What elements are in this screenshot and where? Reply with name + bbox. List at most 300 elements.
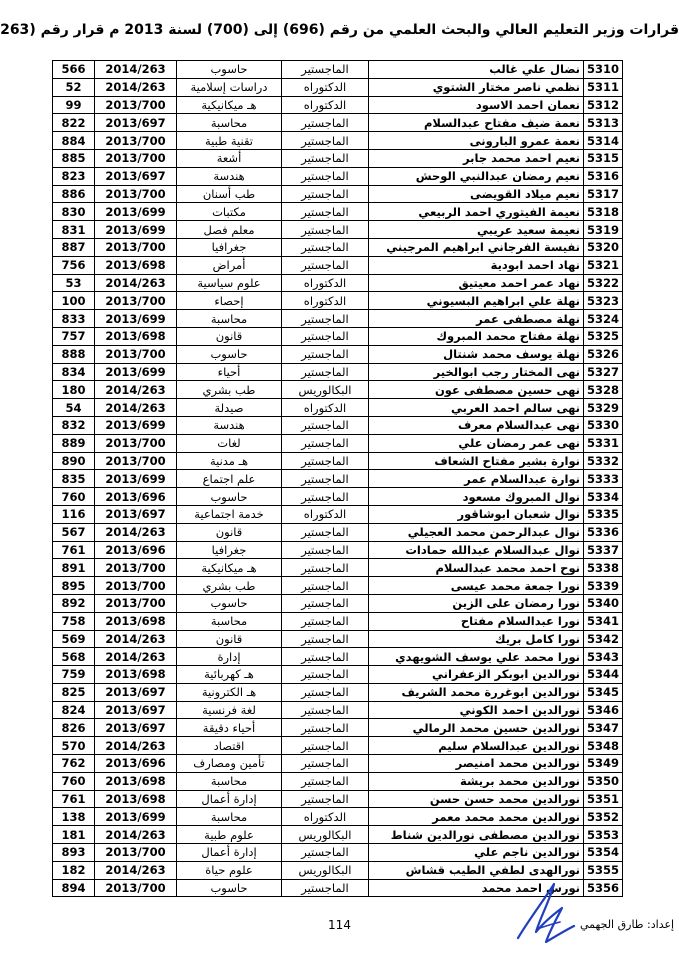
table-row	[53, 167, 623, 185]
serial-number-cell: 5315	[584, 149, 623, 167]
specialization-cell: جغرافيا	[177, 238, 282, 256]
registry-number-cell: 100	[53, 292, 95, 310]
decision-cell: 2013/700	[95, 559, 177, 577]
table-row	[53, 149, 623, 167]
degree-cell: الماجستير	[282, 648, 369, 666]
table-row	[53, 310, 623, 328]
specialization-cell: محاسبة	[177, 310, 282, 328]
table-row	[53, 345, 623, 363]
table-row	[53, 737, 623, 755]
name-cell: نورالدين ناجم علي	[369, 844, 584, 862]
table-row	[53, 701, 623, 719]
table-row	[53, 861, 623, 879]
table-row	[53, 541, 623, 559]
table-row	[53, 185, 623, 203]
degree-cell: الماجستير	[282, 452, 369, 470]
specialization-cell: علم اجتماع	[177, 470, 282, 488]
specialization-cell: حاسوب	[177, 594, 282, 612]
specialization-cell: أمراض	[177, 256, 282, 274]
table-row	[53, 594, 623, 612]
name-cell: نهى المختار رجب ابوالخير	[369, 363, 584, 381]
decision-cell: 2014/263	[95, 61, 177, 79]
decision-cell: 2013/700	[95, 577, 177, 595]
name-cell: نوارة بشير مفتاح الشعاف	[369, 452, 584, 470]
decision-cell: 2013/700	[95, 434, 177, 452]
decision-cell: 2013/698	[95, 256, 177, 274]
registry-number-cell: 833	[53, 310, 95, 328]
registry-number-cell: 886	[53, 185, 95, 203]
specialization-cell: مكتبات	[177, 203, 282, 221]
name-cell: نفيسة الفرجاني ابراهيم المرجيني	[369, 238, 584, 256]
table-row	[53, 844, 623, 862]
serial-number-cell: 5335	[584, 505, 623, 523]
degree-cell: الدكتوراه	[282, 292, 369, 310]
serial-number-cell: 5344	[584, 666, 623, 684]
name-cell: نورس احمد محمد	[369, 879, 584, 897]
specialization-cell: علوم سياسية	[177, 274, 282, 292]
degree-cell: الماجستير	[282, 238, 369, 256]
registry-number-cell: 52	[53, 78, 95, 96]
degree-cell: الدكتوراه	[282, 274, 369, 292]
table-row	[53, 666, 623, 684]
degree-cell: الماجستير	[282, 345, 369, 363]
serial-number-cell: 5312	[584, 96, 623, 114]
table-row	[53, 381, 623, 399]
degree-cell: الماجستير	[282, 185, 369, 203]
table-row	[53, 755, 623, 773]
graduates-table	[52, 60, 623, 897]
serial-number-cell: 5332	[584, 452, 623, 470]
table-row	[53, 470, 623, 488]
degree-cell: الدكتوراه	[282, 399, 369, 417]
serial-number-cell: 5313	[584, 114, 623, 132]
name-cell: نورالدين مصطفى نورالدين شناط	[369, 826, 584, 844]
decision-cell: 2014/263	[95, 630, 177, 648]
decision-cell: 2014/263	[95, 78, 177, 96]
specialization-cell: تأمين ومصارف	[177, 755, 282, 773]
serial-number-cell: 5314	[584, 132, 623, 150]
registry-number-cell: 116	[53, 505, 95, 523]
serial-number-cell: 5356	[584, 879, 623, 897]
degree-cell: الماجستير	[282, 683, 369, 701]
registry-number-cell: 893	[53, 844, 95, 862]
name-cell: نهلة مفتاح محمد المبروك	[369, 327, 584, 345]
degree-cell: الدكتوراه	[282, 505, 369, 523]
name-cell: نورالهدى لطفي الطيب قشاش	[369, 861, 584, 879]
registry-number-cell: 567	[53, 523, 95, 541]
registry-number-cell: 895	[53, 577, 95, 595]
serial-number-cell: 5337	[584, 541, 623, 559]
decision-cell: 2013/699	[95, 416, 177, 434]
page-number: 114	[328, 918, 351, 932]
decision-cell: 2013/697	[95, 114, 177, 132]
registry-number-cell: 570	[53, 737, 95, 755]
name-cell: نهى عمر رمضان علي	[369, 434, 584, 452]
table-row	[53, 772, 623, 790]
specialization-cell: محاسبة	[177, 114, 282, 132]
serial-number-cell: 5319	[584, 221, 623, 239]
serial-number-cell: 5317	[584, 185, 623, 203]
specialization-cell: تقنية طبية	[177, 132, 282, 150]
decision-cell: 2014/263	[95, 381, 177, 399]
specialization-cell: قانون	[177, 630, 282, 648]
decision-cell: 2013/696	[95, 755, 177, 773]
registry-number-cell: 894	[53, 879, 95, 897]
registry-number-cell: 761	[53, 790, 95, 808]
degree-cell: الدكتوراه	[282, 96, 369, 114]
specialization-cell: محاسبة	[177, 612, 282, 630]
name-cell: نورالدين عبدالسلام سليم	[369, 737, 584, 755]
decision-cell: 2013/699	[95, 203, 177, 221]
serial-number-cell: 5331	[584, 434, 623, 452]
specialization-cell: هـ ميكانيكية	[177, 559, 282, 577]
decision-cell: 2014/263	[95, 399, 177, 417]
registry-number-cell: 825	[53, 683, 95, 701]
specialization-cell: حاسوب	[177, 879, 282, 897]
degree-cell: الماجستير	[282, 790, 369, 808]
registry-number-cell: 138	[53, 808, 95, 826]
name-cell: نورا عبدالسلام مفتاح	[369, 612, 584, 630]
serial-number-cell: 5353	[584, 826, 623, 844]
specialization-cell: إدارة	[177, 648, 282, 666]
name-cell: نهى عبدالسلام معرف	[369, 416, 584, 434]
serial-number-cell: 5339	[584, 577, 623, 595]
degree-cell: الماجستير	[282, 132, 369, 150]
specialization-cell: علوم طبية	[177, 826, 282, 844]
specialization-cell: هـ كهربائية	[177, 666, 282, 684]
signature-mark	[510, 878, 580, 950]
decision-cell: 2013/699	[95, 363, 177, 381]
specialization-cell: طب بشري	[177, 577, 282, 595]
registry-number-cell: 54	[53, 399, 95, 417]
decision-cell: 2014/263	[95, 826, 177, 844]
registry-number-cell: 824	[53, 701, 95, 719]
degree-cell: الماجستير	[282, 203, 369, 221]
table-row	[53, 808, 623, 826]
decision-cell: 2014/263	[95, 737, 177, 755]
specialization-cell: هندسة	[177, 167, 282, 185]
name-cell: نورا محمد علي يوسف الشويهدي	[369, 648, 584, 666]
decision-cell: 2013/698	[95, 790, 177, 808]
specialization-cell: معلم فصل	[177, 221, 282, 239]
name-cell: نوارة عبدالسلام عمر	[369, 470, 584, 488]
degree-cell: الماجستير	[282, 844, 369, 862]
specialization-cell: حاسوب	[177, 488, 282, 506]
degree-cell: الماجستير	[282, 470, 369, 488]
serial-number-cell: 5325	[584, 327, 623, 345]
specialization-cell: قانون	[177, 523, 282, 541]
table-row	[53, 505, 623, 523]
specialization-cell: قانون	[177, 327, 282, 345]
registry-number-cell: 823	[53, 167, 95, 185]
table-row	[53, 78, 623, 96]
serial-number-cell: 5346	[584, 701, 623, 719]
specialization-cell: أشعة	[177, 149, 282, 167]
decision-cell: 2013/699	[95, 470, 177, 488]
table-row	[53, 826, 623, 844]
degree-cell: الماجستير	[282, 256, 369, 274]
specialization-cell: لغة فرنسية	[177, 701, 282, 719]
page-title: قرارات وزير التعليم العالي والبحث العلمي من رقم (696) إلى (700) لسنة 2013 م قرار رقم (263	[0, 22, 679, 38]
name-cell: نورالدين ابوبكر الزعفراني	[369, 666, 584, 684]
name-cell: نوال عبدالرحمن محمد العجيلي	[369, 523, 584, 541]
serial-number-cell: 5324	[584, 310, 623, 328]
table-row	[53, 488, 623, 506]
registry-number-cell: 757	[53, 327, 95, 345]
serial-number-cell: 5341	[584, 612, 623, 630]
name-cell: نوال عبدالسلام عبدالله حمادات	[369, 541, 584, 559]
specialization-cell: أحياء	[177, 363, 282, 381]
decision-cell: 2013/697	[95, 719, 177, 737]
degree-cell: الماجستير	[282, 559, 369, 577]
name-cell: نعيمة سعيد عريبي	[369, 221, 584, 239]
decision-cell: 2013/700	[95, 452, 177, 470]
serial-number-cell: 5347	[584, 719, 623, 737]
degree-cell: الماجستير	[282, 701, 369, 719]
serial-number-cell: 5310	[584, 61, 623, 79]
name-cell: نعمة عمرو البارونى	[369, 132, 584, 150]
registry-number-cell: 888	[53, 345, 95, 363]
registry-number-cell: 822	[53, 114, 95, 132]
prepared-by-label: إعداد: طارق الجهمي	[580, 918, 675, 931]
specialization-cell: إحصاء	[177, 292, 282, 310]
registry-number-cell: 756	[53, 256, 95, 274]
decision-cell: 2013/700	[95, 96, 177, 114]
table-row	[53, 96, 623, 114]
degree-cell: الماجستير	[282, 114, 369, 132]
table-row	[53, 719, 623, 737]
decision-cell: 2013/696	[95, 488, 177, 506]
name-cell: نهى سالم احمد العربي	[369, 399, 584, 417]
degree-cell: الماجستير	[282, 416, 369, 434]
registry-number-cell: 569	[53, 630, 95, 648]
decision-cell: 2013/696	[95, 541, 177, 559]
serial-number-cell: 5352	[584, 808, 623, 826]
name-cell: نهلة علي ابراهيم البسيوني	[369, 292, 584, 310]
serial-number-cell: 5349	[584, 755, 623, 773]
specialization-cell: لغات	[177, 434, 282, 452]
table-row	[53, 203, 623, 221]
table-row	[53, 648, 623, 666]
decision-cell: 2013/698	[95, 666, 177, 684]
registry-number-cell: 890	[53, 452, 95, 470]
registry-number-cell: 885	[53, 149, 95, 167]
registry-number-cell: 831	[53, 221, 95, 239]
registry-number-cell: 53	[53, 274, 95, 292]
serial-number-cell: 5329	[584, 399, 623, 417]
name-cell: نعيم احمد محمد جابر	[369, 149, 584, 167]
name-cell: نهى حسين مصطفى عون	[369, 381, 584, 399]
decision-cell: 2013/700	[95, 149, 177, 167]
decision-cell: 2014/263	[95, 861, 177, 879]
registry-number-cell: 180	[53, 381, 95, 399]
registry-number-cell: 884	[53, 132, 95, 150]
table-row	[53, 434, 623, 452]
specialization-cell: طب بشري	[177, 381, 282, 399]
decision-cell: 2013/700	[95, 345, 177, 363]
name-cell: نعيم رمضان عبدالنبي الوحش	[369, 167, 584, 185]
degree-cell: الماجستير	[282, 167, 369, 185]
registry-number-cell: 760	[53, 488, 95, 506]
serial-number-cell: 5316	[584, 167, 623, 185]
specialization-cell: حاسوب	[177, 61, 282, 79]
serial-number-cell: 5328	[584, 381, 623, 399]
degree-cell: الماجستير	[282, 541, 369, 559]
registry-number-cell: 830	[53, 203, 95, 221]
name-cell: نورا كامل بريك	[369, 630, 584, 648]
registry-number-cell: 889	[53, 434, 95, 452]
registry-number-cell: 99	[53, 96, 95, 114]
name-cell: نورالدين محمد حسن حسن	[369, 790, 584, 808]
name-cell: نورالدين احمد الكوني	[369, 701, 584, 719]
registry-number-cell: 892	[53, 594, 95, 612]
name-cell: نعمة ضيف مفتاح عبدالسلام	[369, 114, 584, 132]
specialization-cell: حاسوب	[177, 345, 282, 363]
degree-cell: البكالوريس	[282, 381, 369, 399]
table-row	[53, 452, 623, 470]
specialization-cell: علوم حياة	[177, 861, 282, 879]
table-row	[53, 238, 623, 256]
decision-cell: 2014/263	[95, 523, 177, 541]
degree-cell: الماجستير	[282, 149, 369, 167]
serial-number-cell: 5323	[584, 292, 623, 310]
name-cell: نعيم ميلاد القويضى	[369, 185, 584, 203]
decision-cell: 2013/700	[95, 238, 177, 256]
specialization-cell: إدارة أعمال	[177, 790, 282, 808]
serial-number-cell: 5355	[584, 861, 623, 879]
decision-cell: 2013/700	[95, 844, 177, 862]
specialization-cell: طب أسنان	[177, 185, 282, 203]
specialization-cell: خدمة اجتماعية	[177, 505, 282, 523]
specialization-cell: دراسات إسلامية	[177, 78, 282, 96]
specialization-cell: هـ الكترونية	[177, 683, 282, 701]
serial-number-cell: 5340	[584, 594, 623, 612]
name-cell: نهاد احمد ابودية	[369, 256, 584, 274]
name-cell: نوح احمد محمد عبدالسلام	[369, 559, 584, 577]
specialization-cell: محاسبة	[177, 808, 282, 826]
serial-number-cell: 5336	[584, 523, 623, 541]
name-cell: نورالدين محمد بريشة	[369, 772, 584, 790]
degree-cell: الماجستير	[282, 310, 369, 328]
registry-number-cell: 835	[53, 470, 95, 488]
specialization-cell: صيدلة	[177, 399, 282, 417]
serial-number-cell: 5326	[584, 345, 623, 363]
registry-number-cell: 826	[53, 719, 95, 737]
table-row	[53, 630, 623, 648]
name-cell: نورا جمعة محمد عيسى	[369, 577, 584, 595]
name-cell: نظمي ناصر مختار الشتوي	[369, 78, 584, 96]
decision-cell: 2013/698	[95, 612, 177, 630]
registry-number-cell: 891	[53, 559, 95, 577]
degree-cell: الماجستير	[282, 434, 369, 452]
decision-cell: 2014/263	[95, 274, 177, 292]
serial-number-cell: 5327	[584, 363, 623, 381]
decision-cell: 2013/698	[95, 327, 177, 345]
table-row	[53, 790, 623, 808]
name-cell: نورالدين محمد محمد معمر	[369, 808, 584, 826]
registry-number-cell: 761	[53, 541, 95, 559]
specialization-cell: هندسة	[177, 416, 282, 434]
degree-cell: الدكتوراه	[282, 808, 369, 826]
table-row	[53, 523, 623, 541]
name-cell: نورا رمضان على الزين	[369, 594, 584, 612]
table-body	[53, 61, 623, 897]
table-row	[53, 559, 623, 577]
registry-number-cell: 834	[53, 363, 95, 381]
table-row	[53, 577, 623, 595]
specialization-cell: هـ مدنية	[177, 452, 282, 470]
specialization-cell: هـ ميكانيكية	[177, 96, 282, 114]
serial-number-cell: 5321	[584, 256, 623, 274]
serial-number-cell: 5342	[584, 630, 623, 648]
registry-number-cell: 762	[53, 755, 95, 773]
name-cell: نوال شعبان ابوشاقور	[369, 505, 584, 523]
specialization-cell: محاسبة	[177, 772, 282, 790]
degree-cell: الماجستير	[282, 879, 369, 897]
registry-number-cell: 758	[53, 612, 95, 630]
registry-number-cell: 182	[53, 861, 95, 879]
table-row	[53, 612, 623, 630]
degree-cell: الماجستير	[282, 772, 369, 790]
decision-cell: 2013/699	[95, 808, 177, 826]
serial-number-cell: 5343	[584, 648, 623, 666]
name-cell: نعمان احمد الاسود	[369, 96, 584, 114]
serial-number-cell: 5334	[584, 488, 623, 506]
degree-cell: الماجستير	[282, 363, 369, 381]
decision-cell: 2013/700	[95, 879, 177, 897]
decision-cell: 2013/697	[95, 167, 177, 185]
serial-number-cell: 5348	[584, 737, 623, 755]
registry-number-cell: 181	[53, 826, 95, 844]
name-cell: نورالدين حسين محمد الرمالي	[369, 719, 584, 737]
registry-number-cell: 759	[53, 666, 95, 684]
serial-number-cell: 5350	[584, 772, 623, 790]
serial-number-cell: 5322	[584, 274, 623, 292]
table-row	[53, 114, 623, 132]
degree-cell: الماجستير	[282, 612, 369, 630]
table-row	[53, 327, 623, 345]
name-cell: نعيمة الفيتوري احمد الربيعي	[369, 203, 584, 221]
table-row	[53, 61, 623, 79]
degree-cell: الماجستير	[282, 630, 369, 648]
serial-number-cell: 5351	[584, 790, 623, 808]
degree-cell: الماجستير	[282, 755, 369, 773]
decision-cell: 2013/697	[95, 701, 177, 719]
name-cell: نضال علي غالب	[369, 61, 584, 79]
decision-cell: 2013/700	[95, 292, 177, 310]
serial-number-cell: 5345	[584, 683, 623, 701]
table-row	[53, 416, 623, 434]
degree-cell: الماجستير	[282, 327, 369, 345]
serial-number-cell: 5338	[584, 559, 623, 577]
name-cell: نهلة يوسف محمد شنتال	[369, 345, 584, 363]
specialization-cell: أحياء دقيقة	[177, 719, 282, 737]
degree-cell: الدكتوراه	[282, 78, 369, 96]
table-row	[53, 132, 623, 150]
degree-cell: الماجستير	[282, 523, 369, 541]
table-row	[53, 363, 623, 381]
table-row	[53, 221, 623, 239]
decision-cell: 2014/263	[95, 648, 177, 666]
name-cell: نهاد عمر احمد معيتيق	[369, 274, 584, 292]
registry-number-cell: 832	[53, 416, 95, 434]
degree-cell: البكالوريس	[282, 861, 369, 879]
serial-number-cell: 5311	[584, 78, 623, 96]
degree-cell: الماجستير	[282, 594, 369, 612]
registry-number-cell: 760	[53, 772, 95, 790]
name-cell: نوال المبروك مسعود	[369, 488, 584, 506]
table-row	[53, 274, 623, 292]
